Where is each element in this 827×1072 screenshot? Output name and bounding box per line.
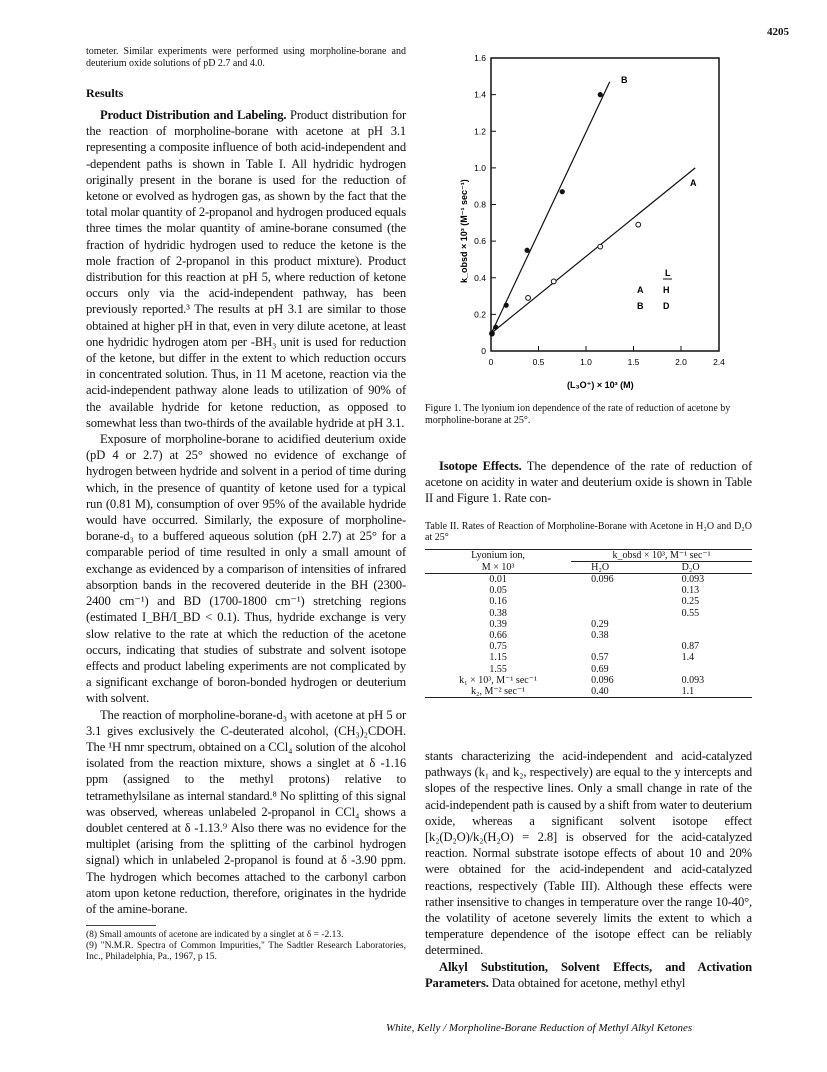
table-body <box>425 574 752 698</box>
table-cell: 0.25 <box>681 596 700 608</box>
table-cell: 0.75 <box>489 641 507 653</box>
table-cell: 0.57 <box>591 652 609 664</box>
table-cell: 0.093 <box>681 574 705 586</box>
table-header-lyonium: Lyonium ion, <box>471 549 526 561</box>
figure-1-chart <box>455 48 730 398</box>
table-row <box>425 619 752 630</box>
x-tick-label: 1.5 <box>627 357 640 367</box>
table-cell: 1.15 <box>489 652 507 664</box>
table-row <box>425 675 752 686</box>
table-cell: 0.096 <box>591 674 614 686</box>
table-row <box>425 641 752 652</box>
y-tick-label: 1.4 <box>474 89 486 100</box>
paragraph-text: Product distribution for the reaction of morpholine-borane with acetone at pH 3.1 representing a composite influence of both acid-independent and -dependent paths is shown in Table I. All hydridic hydrogen originally present in the borane is used for the reduction of ketone or evolved as hydrogen gas, as shown by the fact that the total molar quantity of 2-propanol and hydrogen produced equals three times the molar quantity of amine-borane consumed (the fraction of hydridic hydrogen used to reduce the ketone is the mole fraction of 2-propanol in this product mixture). Product distribution for this reaction at pH 5, where reduction of ketone occurs only via the acid-independent pathway, has been previously reported.³ The results at pH 3.1 are similar to those obtained at higher pH in that, even in very dilute acetone, at least one hydridic hydrogen atom per -BH₃ unit is used for reduction of the ketone, but differ in the extent to which reduction occurs in concentrated solution. Thus, in 11 M acetone, reaction via the acid-independent pathway alone leads to utilization of 90% of the available hydride for ketone reduction, as opposed to somewhat less than two-thirds of the available hydride at pH 3.1. <box>86 108 406 430</box>
y-tick-label: 0.4 <box>474 272 486 283</box>
intro-text: tometer. Similar experiments were performed using morpholine-borane and deuterium oxide solutions of pD 2.7 and 4.0. <box>86 46 406 69</box>
legend-series-a: A <box>637 285 644 295</box>
run-in-heading: Alkyl Substitution, Solvent Effects, and Activation Parameters. <box>425 959 752 990</box>
table-2 <box>425 549 752 699</box>
series-a-point <box>551 279 556 284</box>
table-header-units: M × 10³ <box>481 561 515 573</box>
table-cell: 0.38 <box>489 607 507 619</box>
paragraph-labeling: The reaction of morpholine-borane-d₃ with acetone at pH 5 or 3.1 gives exclusively the C-deuterated alcohol, (CH₃)₂CDOH. The ¹H nmr spectrum, obtained on a CCl₄ solution of the alcohol isolated from the reaction mixture, shows a singlet at δ -1.16 ppm (assigned to the methyl protons) relative to tetramethylsilane as internal standard.⁸ No splitting of this signal was observed, whereas unlabeled 2-propanol in CCl₄ shows a doublet centered at δ -1.13.⁹ Also there was no evidence for the multiplet (arising from the splitting of the carbinol hydrogen signal) which in unlabeled 2-propanol is found at δ -3.90 ppm. The hydrogen which becomes attached to the carbonyl carbon atom upon ketone reduction, therefore, originates in the hydride of the amine-borane. <box>86 707 406 916</box>
left-column <box>86 46 406 963</box>
series-b-point <box>493 325 498 330</box>
y-tick-label: 1.6 <box>474 53 486 63</box>
y-tick-label: 0.6 <box>474 236 486 247</box>
legend-solvent-h: H <box>663 285 670 295</box>
paragraph-rate-constants: stants characterizing the acid-independent and acid-catalyzed pathways (k₁ and k₂, respectively) are equal to the y intercepts and slopes of the respective lines. Only a small change in rate of the acid-independent path is caused by a shift from water to deuterium oxide, whereas a significant solvent isotope effect [k₂(D₂O)/k₂(H₂O) = 2.8] is observed for the acid-catalyzed reaction. Normal substrate isotope effects of about 10 and 20% were obtained for the acid-independent and acid-catalyzed reactions, respectively (Table III). Although these effects were rather insensitive to changes in temperature over the range 10-40°, the volatility of acetone severely limits the extent to which a temperature dependence of the isotope effect can be reliably determined. <box>425 749 752 958</box>
legend-header: L <box>665 268 671 278</box>
right-column-bottom <box>425 748 752 991</box>
x-tick-label: 0 <box>488 357 494 367</box>
series-b-point <box>598 92 603 97</box>
table-row <box>425 596 752 607</box>
series-a-point <box>636 222 641 227</box>
line-label-b: B <box>621 75 628 85</box>
line-label-a: A <box>690 178 697 188</box>
y-tick-label: 0.8 <box>474 199 486 210</box>
y-axis-label: k_obsd × 10³ (M⁻¹ sec⁻¹) <box>459 179 469 283</box>
table-caption: Table II. Rates of Reaction of Morpholine-Borane with Acetone in H₂O and D₂O at 25° <box>425 520 752 544</box>
right-column-top <box>425 458 752 698</box>
table-cell: 0.66 <box>489 630 507 642</box>
table-cell: 0.38 <box>591 630 609 642</box>
table-cell: 0.01 <box>489 574 507 586</box>
table-cell <box>571 596 660 607</box>
x-tick-label: 0.5 <box>532 357 545 367</box>
y-tick-label: 1.2 <box>474 126 486 137</box>
x-tick-label: 2.0 <box>675 357 687 367</box>
table-row <box>425 608 752 619</box>
running-footer: White, Kelly / Morpholine-Borane Reduction of Methyl Alkyl Ketones <box>386 1022 693 1034</box>
table-cell <box>571 641 660 652</box>
table-row <box>425 664 752 675</box>
table-cell: 1.4 <box>681 652 695 664</box>
run-in-heading: Product Distribution and Labeling. <box>100 108 287 122</box>
table-cell: k₁ × 10³, M⁻¹ sec⁻¹ <box>459 674 537 686</box>
y-tick-label: 1.0 <box>474 162 486 173</box>
series-b-point <box>525 248 530 253</box>
page-number: 4205 <box>767 26 789 38</box>
plot-frame <box>491 58 719 351</box>
legend-solvent-d: D <box>663 301 670 311</box>
footnote-8: (8) Small amounts of acetone are indicated by a singlet at δ = -2.13. <box>86 930 344 941</box>
footnote-9: (9) "N.M.R. Spectra of Common Impurities," The Sadtler Research Laboratories, Inc., Philadelphia, Pa., 1967, p 15. <box>86 941 406 963</box>
table-cell: k₂, M⁻² sec⁻¹ <box>470 686 526 698</box>
figure-caption: Figure 1. The lyonium ion dependence of the rate of reduction of acetone by morpholine-borane at 25°. <box>425 403 731 426</box>
data-series <box>489 82 695 337</box>
x-axis-label: (L₃O⁺) × 10³ (M) <box>567 380 634 390</box>
y-tick-label: 0.2 <box>474 309 486 320</box>
x-tick-label: 1.0 <box>580 357 592 367</box>
table-cell: 1.1 <box>681 686 695 698</box>
paragraph-isotope <box>425 458 752 507</box>
x-tick-label: 2.4 <box>713 357 725 367</box>
table-cell: 0.39 <box>489 618 507 630</box>
table-cell: 0.13 <box>681 585 700 597</box>
table-cell: 0.40 <box>591 686 609 698</box>
table-header-kobsd: k_obsd × 10³, M⁻¹ sec⁻¹ <box>571 549 752 561</box>
footnote-rule <box>86 925 156 926</box>
table-cell: 0.16 <box>489 596 507 608</box>
table-row <box>425 686 752 698</box>
table-cell: 0.096 <box>591 574 614 586</box>
series-b-point <box>504 303 509 308</box>
table-row <box>425 652 752 663</box>
paragraph-alkyl <box>425 959 752 991</box>
table-cell <box>660 664 752 675</box>
y-axis <box>474 53 496 356</box>
series-a-point <box>598 244 603 249</box>
table-row <box>425 630 752 641</box>
table-header-d2o: D₂O <box>681 561 700 573</box>
table-header-h2o: H₂O <box>591 561 610 573</box>
series-b-point <box>489 331 494 336</box>
table-row <box>425 585 752 596</box>
table-cell: 0.29 <box>591 618 609 630</box>
paragraph-product-distribution <box>86 107 406 431</box>
series-b-fit-line <box>491 82 610 334</box>
paragraph-text: Data obtained for acetone, methyl ethyl <box>488 975 686 990</box>
run-in-heading: Isotope Effects. <box>439 459 522 473</box>
series-a-point <box>526 295 531 300</box>
y-tick-label: 0 <box>481 346 486 356</box>
table-cell: 0.55 <box>681 607 700 619</box>
table-cell: 0.05 <box>489 585 507 597</box>
x-axis <box>489 346 726 367</box>
table-cell <box>660 630 752 641</box>
results-heading: Results <box>86 86 124 100</box>
legend-series-b: B <box>637 301 644 311</box>
table-cell <box>571 608 660 619</box>
table-cell: 0.87 <box>681 641 700 653</box>
table-cell: 0.69 <box>591 663 609 675</box>
paragraph-exchange: Exposure of morpholine-borane to acidified deuterium oxide (pD 4 or 2.7) at 25° showed no evidence of exchange of hydrogen between hydride and solvent in a period of time during which, in the presence of quantity of ketone used for a typical run (0.81 M), consumption of over 95% of the available hydride would have occurred. Similarly, the exposure of morpholine-borane-d₃ to a buffered aqueous solution (pH 2.7) at 25° for a comparable period of time resulted in only a small amount of exchange as evidenced by a comparison of intensities of infrared absorption bands in the recovered deuteride in the BH (2300-2400 cm⁻¹) and BD (1700-1800 cm⁻¹) stretching regions (estimated I_BH/I_BD < 0.1). Thus, hydride exchange is very slow relative to the rate at which the reduction of the acetone occurs, indicating that studies of substrate and solvent isotope effects and product labeling experiments are not complicated by a significant exchange of boron-bonded hydrogen or deuterium with solvent. <box>86 432 406 706</box>
table-cell: 0.093 <box>681 674 705 686</box>
series-b-point <box>560 189 565 194</box>
table-cell <box>571 585 660 596</box>
table-cell: 1.55 <box>489 663 507 675</box>
table-row <box>425 574 752 586</box>
paragraph-text: The dependence of the rate of reduction of acetone on acidity in water and deuterium oxide is shown in Table II and Figure 1. Rate con- <box>425 459 752 506</box>
table-cell <box>660 619 752 630</box>
